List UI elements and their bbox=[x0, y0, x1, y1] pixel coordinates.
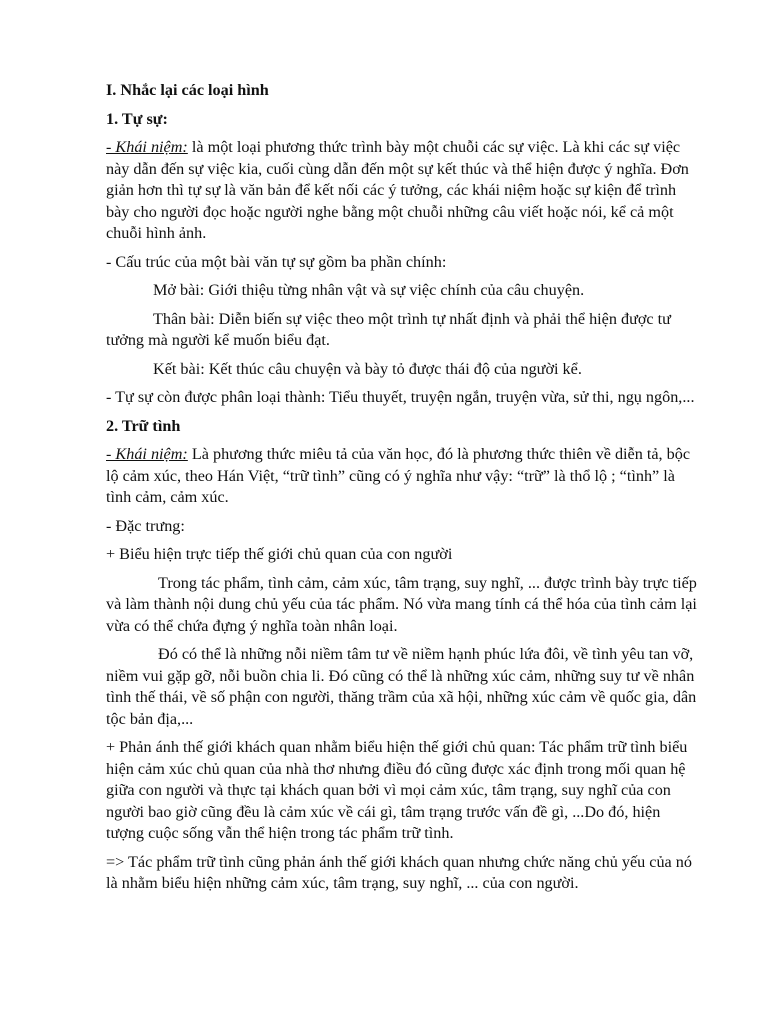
paragraph-feature-1-detail-2: Đó có thể là những nỗi niềm tâm tư về niềm hạnh phúc lứa đôi, về tình yêu tan vỡ, niềm vui gặp gỡ, nỗi buồn chia li. Đó cũng có thể là những xúc cảm, những suy tư về nhân tình thế thái, về số phận con người, thăng trầm của xã hội, những xúc cảm về quốc gia, dân tộc bản địa,... bbox=[106, 645, 697, 728]
section-title-tru-tinh: 2. Trữ tình bbox=[106, 416, 181, 435]
definition-text: là một loại phương thức trình bày một chuỗi các sự việc. Là khi các sự việc này dẫn đến sự việc kia, cuối cùng dẫn đến một sự kết thúc và thể hiện được ý nghĩa. Đơn giản hơn thì tự sự là văn bản để kết nối các ý tưởng, các khái niệm hoặc sự kiện để trình bày cho người đọc hoặc người nghe bằng một chuỗi những câu viết hoặc nói, kể cả một chuỗi hình ảnh. bbox=[106, 138, 689, 242]
definition-term: - Khái niệm: bbox=[106, 138, 188, 156]
definition-text: Là phương thức miêu tả của văn học, đó là phương thức thiên về diễn tả, bộc lộ cảm xúc, theo Hán Việt, “trữ tình” cũng có ý nghĩa như vậy: “trữ” là thổ lộ ; “tình” là tình cảm, cảm xúc. bbox=[106, 445, 691, 506]
section-title-tu-su: 1. Tự sự: bbox=[106, 109, 168, 128]
paragraph-classification: - Tự sự còn được phân loại thành: Tiểu thuyết, truyện ngắn, truyện vừa, sử thi, ngụ ngôn,... bbox=[106, 388, 695, 406]
heading-main: I. Nhắc lại các loại hình bbox=[106, 81, 269, 99]
paragraph-mo-bai: Mở bài: Giới thiệu từng nhân vật và sự việc chính của câu chuyện. bbox=[153, 281, 585, 299]
document-page bbox=[106, 80, 698, 902]
paragraph-than-bai: Thân bài: Diễn biến sự việc theo một trình tự nhất định và phải thể hiện được tư tưởng mà người kể muốn biểu đạt. bbox=[106, 309, 671, 349]
paragraph-structure: - Cấu trúc của một bài văn tự sự gồm ba phần chính: bbox=[106, 252, 447, 271]
paragraph-definition-tru-tinh bbox=[106, 444, 698, 509]
definition-term: - Khái niệm: bbox=[106, 445, 188, 463]
paragraph-feature-1: + Biểu hiện trực tiếp thế giới chủ quan của con người bbox=[106, 545, 453, 563]
paragraph-feature-2: + Phản ánh thế giới khách quan nhằm biểu hiện thế giới chủ quan: Tác phẩm trữ tình biểu hiện cảm xúc chủ quan của nhà thơ nhưng điều đó cũng được xác định trong mối quan hệ giữa con người và thực tại khách quan bởi vì mọi cảm xúc, tâm trạng, suy nghĩ của con người bao giờ cũng đều là cảm xúc về cái gì, tâm trạng trước vấn đề gì, ...Do đó, hiện tượng cuộc sống vẫn thể hiện trong tác phẩm trữ tình. bbox=[106, 738, 688, 842]
paragraph-conclusion: => Tác phẩm trữ tình cũng phản ánh thế giới khách quan nhưng chức năng chủ yếu của nó là nhằm biểu hiện những cảm xúc, tâm trạng, suy nghĩ, ... của con người. bbox=[106, 852, 692, 892]
paragraph-features: - Đặc trưng: bbox=[106, 516, 185, 535]
paragraph-definition-tu-su bbox=[106, 137, 698, 245]
paragraph-feature-1-detail-1: Trong tác phẩm, tình cảm, cảm xúc, tâm trạng, suy nghĩ, ... được trình bày trực tiếp và làm thành nội dung chủ yếu của tác phẩm. Nó vừa mang tính cá thể hóa của tình cảm lại vừa có thể chứa đựng ý nghĩa toàn nhân loại. bbox=[106, 573, 697, 635]
paragraph-ket-bai: Kết bài: Kết thúc câu chuyện và bày tỏ được thái độ của người kể. bbox=[153, 359, 582, 378]
